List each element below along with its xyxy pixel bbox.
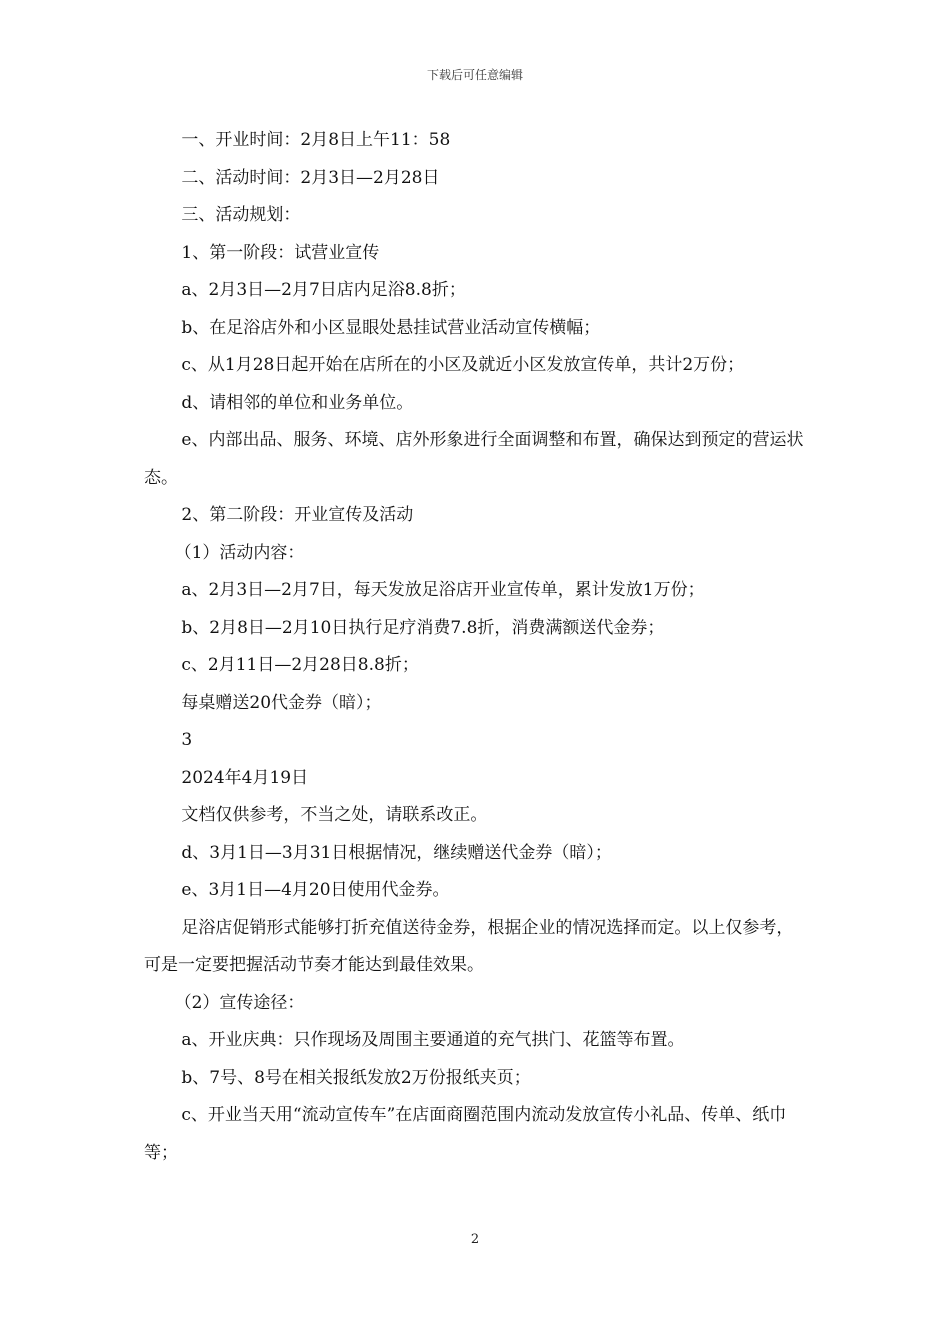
paragraph-item-c3: c、开业当天用“流动宣传车”在店面商圈范围内流动发放宣传小礼品、传单、纸巾等； xyxy=(144,1105,787,1163)
page-header: 下载后可任意编辑 xyxy=(426,68,523,82)
paragraph-disclaimer: 文档仅供参考，不当之处，请联系改正。 xyxy=(181,805,488,825)
paragraph-item-b1: b、在足浴店外和小区显眼处悬挂试营业活动宣传横幅； xyxy=(181,317,601,338)
paragraph-item-c1: c、从1月28日起开始在店所在的小区及就近小区发放宣传单，共计2万份； xyxy=(181,355,745,375)
paragraph-date: 2024年4月19日 xyxy=(181,767,309,788)
paragraph-item-b2: b、2月8日—2月10日执行足疗消费7.8折，消费满额送代金券； xyxy=(181,617,665,638)
paragraph-promotion-note: 足浴店促销形式能够打折充值送待金券，根据企业的情况选择而定。以上仅参考，可是一定要把握活动节奏才能达到最佳效果。 xyxy=(144,917,794,975)
paragraph-item-d1: d、请相邻的单位和业务单位。 xyxy=(181,392,414,413)
paragraph-item-e2: e、3月1日—4月20日使用代金券。 xyxy=(181,880,450,900)
paragraph-item-b3: b、7号、8号在相关报纸发放2万份报纸夹页； xyxy=(181,1067,531,1088)
paragraph-stage-two: 2、第二阶段：开业宣传及活动 xyxy=(181,505,414,525)
paragraph-opening-time: 一、开业时间：2月8日上午11：58 xyxy=(181,130,451,150)
paragraph-item-a1: a、2月3日—2月7日店内足浴8.8折； xyxy=(181,280,466,300)
paragraph-publicity-channels: （2）宣传途径： xyxy=(174,992,305,1013)
paragraph-number: 3 xyxy=(181,730,193,750)
paragraph-voucher: 每桌赠送20代金券（暗）； xyxy=(181,692,382,713)
page-number: 2 xyxy=(470,1232,480,1247)
paragraph-activity-plan: 三、活动规划： xyxy=(181,205,301,225)
paragraph-activity-content: （1）活动内容： xyxy=(174,542,305,563)
paragraph-item-d2: d、3月1日—3月31日根据情况，继续赠送代金券（暗）； xyxy=(181,842,612,863)
paragraph-stage-one: 1、第一阶段：试营业宣传 xyxy=(181,242,380,263)
paragraph-activity-time: 二、活动时间：2月3日—2月28日 xyxy=(181,167,440,188)
paragraph-item-e1: e、内部出品、服务、环境、店外形象进行全面调整和布置，确保达到预定的营运状态。 xyxy=(144,430,804,488)
paragraph-item-a2: a、2月3日—2月7日，每天发放足浴店开业宣传单，累计发放1万份； xyxy=(181,580,705,600)
paragraph-item-a3: a、开业庆典：只作现场及周围主要通道的充气拱门、花篮等布置。 xyxy=(181,1030,685,1050)
paragraph-item-c2: c、2月11日—2月28日8.8折； xyxy=(181,655,419,675)
document-body xyxy=(144,122,808,1172)
